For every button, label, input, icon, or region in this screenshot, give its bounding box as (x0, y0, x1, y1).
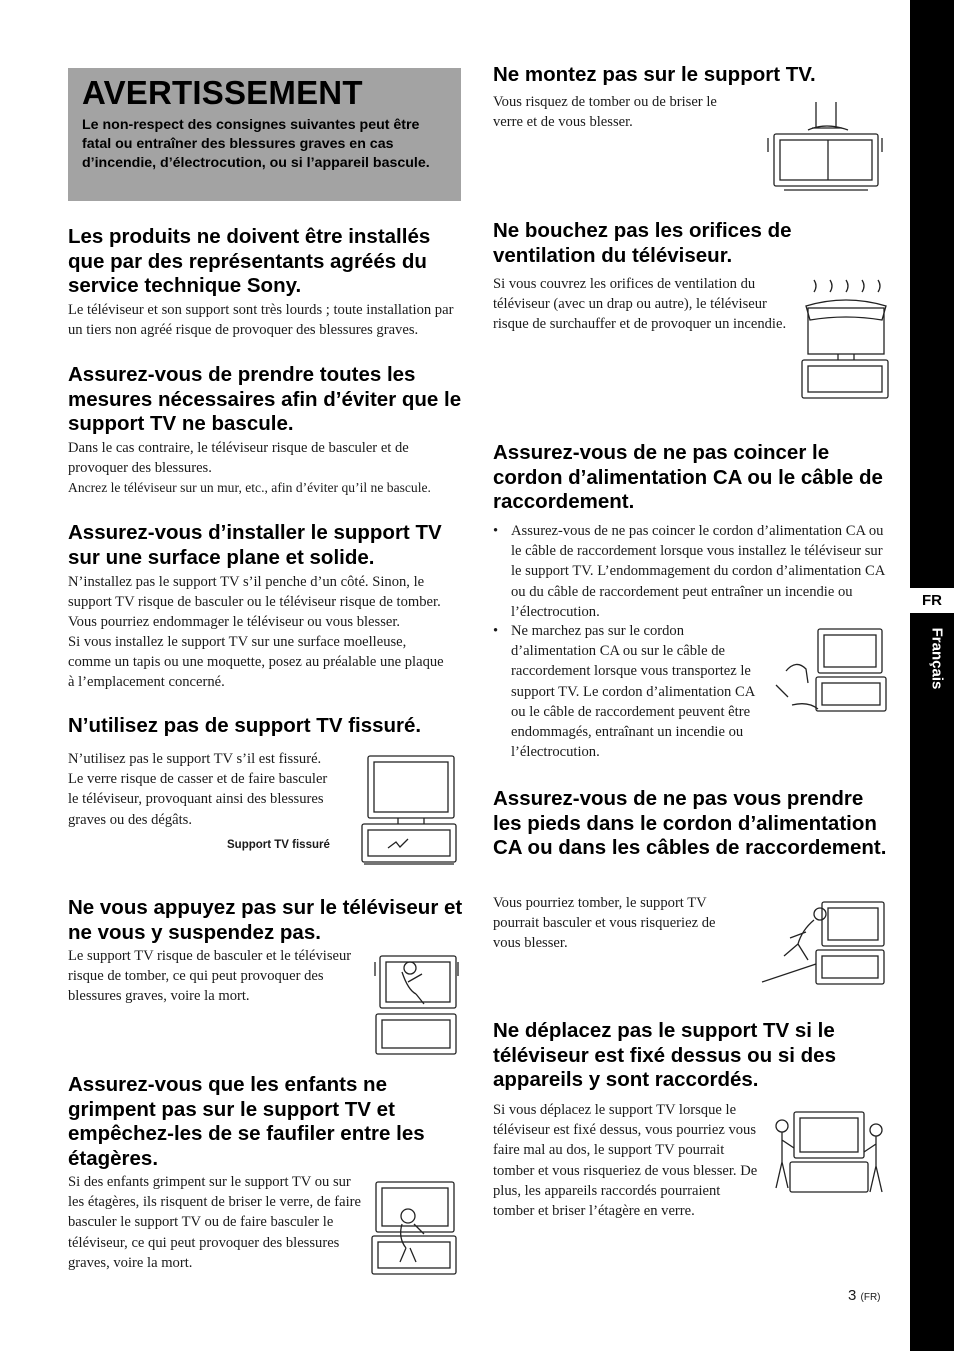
text-cracked-stand: N’utilisez pas le support TV s’il est fissuré. Le verre risque de casser et de faire basculer le téléviseur, provoquant ainsi des blessures graves ou des dégâts. (68, 751, 328, 828)
language-code: FR (922, 592, 942, 609)
caption-cracked-stand: Support TV fissuré (227, 839, 330, 851)
text-anchor-tv: Ancrez le téléviseur sur un mur, etc., afin d’éviter qu’il ne bascule. (68, 480, 431, 495)
bullet-pinch-cord-2-narrow (493, 621, 765, 762)
cracked-stand-illustration (358, 752, 460, 867)
warning-title: AVERTISSEMENT (82, 74, 363, 111)
heading-do-not-lean: Ne vous appuyez pas sur le téléviseur et ne vous y suspendez pas. (68, 896, 463, 944)
text-flat-surface-2: Si vous installez le support TV sur une surface moelleuse, comme un tapis ou une moquette, posez au préalable une plaque à l’emplacement concerné. (68, 634, 444, 691)
warning-box (68, 68, 461, 201)
heading-ventilation: Ne bouchez pas les orifices de ventilation du téléviseur. (493, 219, 792, 267)
two-people-carrying-illustration (768, 1106, 890, 1202)
heading-prevent-tipping: Assurez-vous de prendre toutes les mesures nécessaires afin d’éviter que le support TV ne bascule. (68, 363, 462, 435)
page-number (848, 1287, 881, 1304)
text-do-not-climb: Vous risquez de tomber ou de briser le verre et de vous blesser. (493, 94, 717, 131)
list-pinch-cord-overlay (493, 621, 765, 762)
text-children-climbing: Si des enfants grimpent sur le support TV ou sur les étagères, ils risquent de briser le verre, de faire basculer le support TV ou de faire basculer le téléviseur, ce qui peut provoquer des blessures graves, voire la mort. (68, 1174, 361, 1271)
heading-flat-surface: Assurez-vous d’installer le support TV sur une surface plane et solide. (68, 521, 442, 569)
heading-trip-cord: Assurez-vous de ne pas vous prendre les pieds dans le cordon d’alimentation CA ou dans les câbles de raccordement. (493, 787, 887, 859)
text-do-not-lean: Le support TV risque de basculer et le téléviseur risque de tomber, ce qui peut provoquer des blessures graves, voire la mort. (68, 948, 352, 1005)
heading-children-climbing: Assurez-vous que les enfants ne grimpent pas sur le support TV et empêchez-les de se faufiler entre les étagères. (68, 1073, 425, 1170)
text-prevent-tipping: Dans le cas contraire, le téléviseur risque de basculer et de provoquer des blessures. (68, 440, 409, 477)
text-authorized-install: Le téléviseur et son support sont très lourds ; toute installation par un tiers non agréé risque de provoquer des blessures graves. (68, 302, 454, 339)
heading-cracked-stand: N’utilisez pas de support TV fissuré. (68, 714, 422, 737)
text-trip-cord: Vous pourriez tomber, le support TV pourrait basculer et vous risqueriez de vous blesser. (493, 895, 716, 952)
leaning-person-illustration (372, 952, 460, 1058)
language-name: Français (928, 627, 946, 690)
heading-do-not-move: Ne déplacez pas le support TV si le téléviseur est fixé dessus ou si des appareils y sont raccordés. (493, 1019, 836, 1091)
text-flat-surface-1: N’installez pas le support TV s’il penche d’un côté. Sinon, le support TV risque de basculer ou le téléviseur risque de tomber. Vous pourriez endommager le téléviseur ou vous blesser. (68, 574, 441, 631)
person-standing-on-stand-illustration (764, 96, 888, 194)
stepping-on-cord-illustration (772, 625, 888, 717)
covered-ventilation-illustration (800, 278, 890, 402)
text-ventilation: Si vous couvrez les orifices de ventilation du téléviseur (avec un drap ou autre), le téléviseur risque de surchauffer et de provoquer un incendie. (493, 276, 787, 333)
heading-do-not-climb: Ne montez pas sur le support TV. (493, 63, 816, 86)
child-climbing-illustration (368, 1178, 460, 1278)
person-tripping-illustration (758, 896, 888, 988)
page-number-suffix: (FR) (860, 1292, 881, 1303)
heading-authorized-install: Les produits ne doivent être installés que par des représentants agréés du service technique Sony. (68, 225, 431, 297)
warning-text: Le non-respect des consignes suivantes peut être fatal ou entraîner des blessures graves en cas d’incendie, d’électrocution, ou si l’appareil bascule. (82, 117, 430, 171)
text-do-not-move: Si vous déplacez le support TV lorsque le téléviseur est fixé dessus, vous pourriez vous faire mal au dos, le support TV pourrait tomber et vous risqueriez de vous blesser. De plus, les appareils raccordés pourraient tomber et briser l’étagère en verre. (493, 1102, 758, 1220)
bullet-pinch-cord-1: • Assurez-vous de ne pas coincer le cordon d’alimentation CA ou le câble de raccordement lorsque vous installez le téléviseur sur le support TV. L’endommagement du cordon d’alimentation CA ou du câble de raccordement peut entraîner un incendie ou l’électrocution. (493, 521, 885, 622)
heading-pinch-cord: Assurez-vous de ne pas coincer le cordon d’alimentation CA ou le câble de raccordement. (493, 441, 883, 513)
bullet-pinch-cord-2-text: Ne marchez pas sur le cordon d’alimentation CA ou sur le câble de raccordement lorsque vous transportez le support TV. Le cordon d’alimentation CA ou le câble de raccordement peuvent être endommagés, entraînant un incendie ou l’électrocution. (511, 623, 755, 761)
page-number-value: 3 (848, 1287, 857, 1304)
